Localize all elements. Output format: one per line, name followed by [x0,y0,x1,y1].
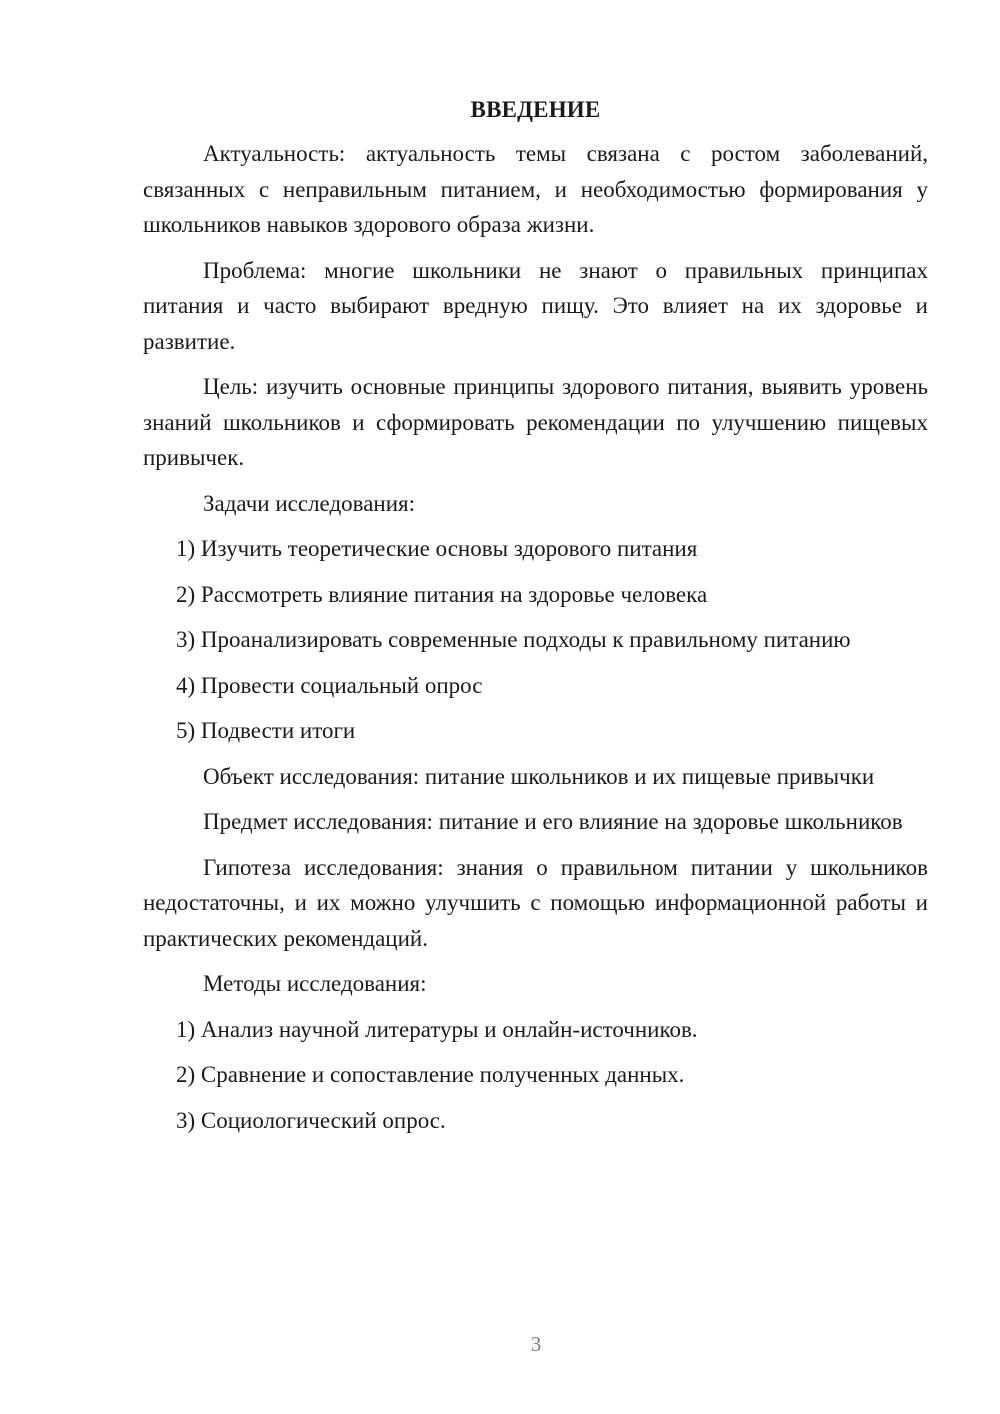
tasks-list [143,531,928,749]
goal-paragraph: Цель: изучить основные принципы здорового питания, выявить уровень знаний школьников и сформировать рекомендации по улучшению пищевых привычек. [143,374,928,470]
subject-paragraph: Предмет исследования: питание и его влияние на здоровье школьников [203,809,903,834]
list-item: 1) Изучить теоретические основы здорового питания [176,536,698,561]
list-item: 1) Анализ научной литературы и онлайн-источников. [176,1016,698,1042]
relevance-paragraph: Актуальность: актуальность темы связана с ростом заболеваний, связанных с неправильным питанием, и необходимостью формирования у школьников навыков здорового образа жизни. [143,141,928,237]
list-item: 3) Проанализировать современные подходы к правильному питанию [176,627,851,652]
methods-label: Методы исследования: [203,971,427,996]
page-number: 3 [530,1332,542,1356]
list-item: 5) Подвести итоги [176,718,356,743]
object-paragraph: Объект исследования: питание школьников и их пищевые привычки [203,763,875,789]
list-item: 2) Рассмотреть влияние питания на здоровье человека [176,581,708,607]
problem-paragraph: Проблема: многие школьники не знают о правильных принципах питания и часто выбирают вредную пищу. Это влияет на их здоровье и развитие. [143,257,928,354]
list-item: 4) Провести социальный опрос [176,672,483,698]
hypothesis-paragraph: Гипотеза исследования: знания о правильном питании у школьников недостаточны, и их можно улучшить с помощью информационной работы и практических рекомендаций. [143,854,928,951]
list-item: 2) Сравнение и сопоставление полученных данных. [176,1062,685,1087]
tasks-label: Задачи исследования: [203,490,416,516]
methods-list [143,1012,928,1139]
list-item: 3) Социологический опрос. [176,1107,446,1133]
page-content [143,92,928,1148]
section-heading: ВВЕДЕНИЕ [470,97,601,122]
